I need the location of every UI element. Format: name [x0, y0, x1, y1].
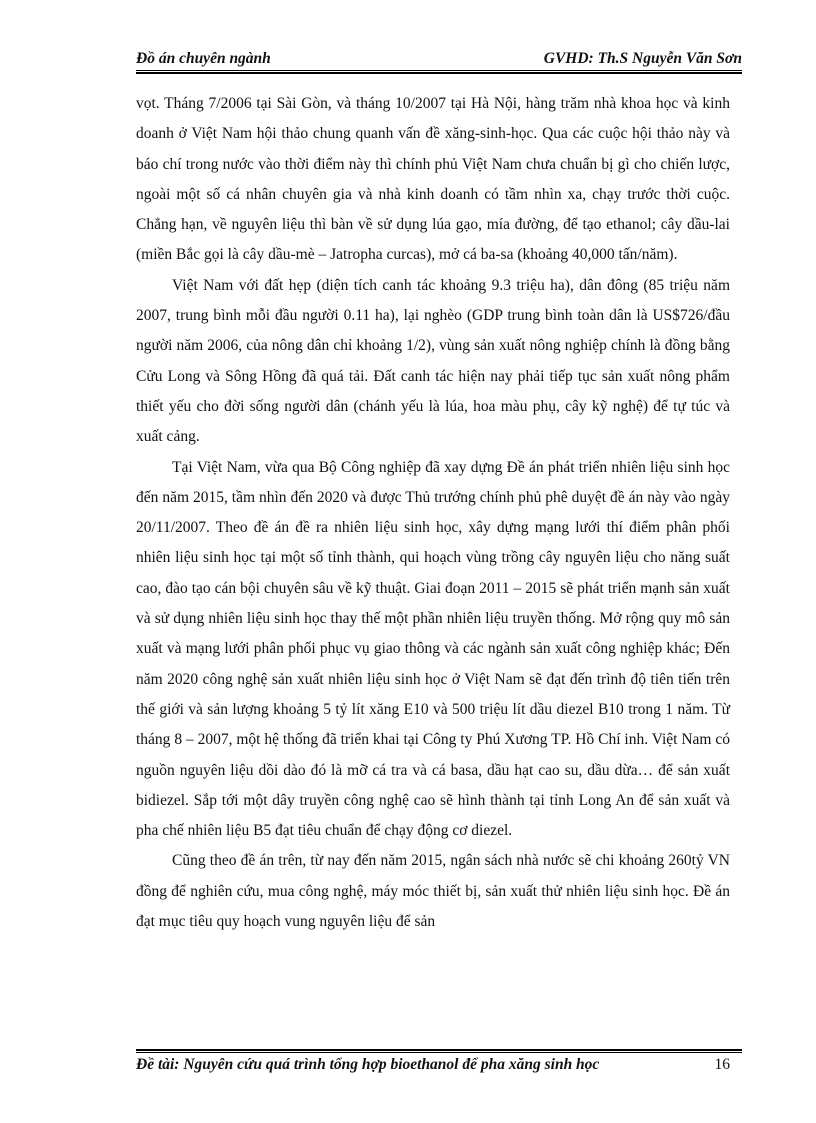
page-header — [136, 50, 742, 70]
page-footer — [136, 1053, 742, 1077]
paragraph-4: Cũng theo đề án trên, từ nay đến năm 2015, ngân sách nhà nước sẽ chi khoảng 260tỷ VN đồng để nghiên cứu, mua công nghệ, máy móc thiết bị, sản xuất thử nhiên liệu sinh học. Đề án đạt mục tiêu quy hoạch vung nguyên liệu để sản — [136, 852, 730, 931]
document-body — [136, 89, 730, 937]
paragraph-2: Việt Nam với đất hẹp (diện tích canh tác khoảng 9.3 triệu ha), dân đông (85 triệu năm 2007, trung bình mỗi đầu người 0.11 ha), lại nghèo (GDP trung bình toàn dân là US$726/đầu người năm 2006, của nông dân chỉ khoảng 1/2), vùng sản xuất nông nghiệp chính là đồng bằng Cửu Long và Sông Hồng đã quá tải. Đất canh tác hiện nay phải tiếp tục sản xuất nông phẩm thiết yếu cho đời sống người dân (chánh yếu là lúa, hoa màu phụ, cây kỹ nghệ) để tự túc và xuất cảng. — [136, 276, 730, 446]
header-divider — [136, 70, 742, 74]
header-course-title: Đồ án chuyên ngành — [136, 50, 271, 67]
header-supervisor: GVHD: Th.S Nguyễn Văn Sơn — [543, 50, 742, 67]
footer-thesis-title: Đề tài: Nguyên cứu quá trình tổng hợp bioethanol để pha xăng sinh học — [136, 1056, 600, 1073]
paragraph-3: Tại Việt Nam, vừa qua Bộ Công nghiệp đã xay dựng Đề án phát triển nhiên liệu sinh học đến năm 2015, tầm nhìn đến 2020 và được Thủ trướng chính phủ phê duyệt đề án này vào ngày 20/11/2007. Theo đề án đề ra nhiên liệu sinh học, xây dựng mạng lưới thí điểm phân phối nhiên liệu sinh học tại một số tỉnh thành, qui hoạch vùng trồng cây nguyên liệu cho năng suất cao, đào tạo cán bội chuyên sâu về kỹ thuật. Giai đoạn 2011 – 2015 sẽ phát triển mạnh sản xuất và sử dụng nhiên liệu sinh học thay thế một phần nhiên liệu truyền thống. Mở rộng quy mô sản xuất và mạng lưới phân phối phục vụ giao thông và các ngành sản xuất công nghiệp khác; Đến năm 2020 công nghệ sản xuất nhiên liệu sinh học ở Việt Nam sẽ đạt đến trình độ tiên tiến trên thế giới và sản lượng khoảng 5 tỷ lít xăng E10 và 500 triệu lít dầu diezel B10 trong 1 năm. Từ tháng 8 – 2007, một hệ thống đã triển khai tại Công ty Phú Xương TP. Hồ Chí inh. Việt Nam có nguồn nguyên liệu dồi dào đó là mỡ cá tra và cá basa, dầu hạt cao su, dầu dừa… để sản xuất bidiezel. Sắp tới một dây truyền công nghệ cao sẽ hình thành tại tỉnh Long An để sản xuất và pha chế nhiên liệu B5 đạt tiêu chuẩn để chạy động cơ diezel. — [136, 458, 730, 840]
paragraph-1: vọt. Tháng 7/2006 tại Sài Gòn, và tháng 10/2007 tại Hà Nội, hàng trăm nhà khoa học và kinh doanh ở Việt Nam hội thảo chung quanh vấn đề xăng-sinh-học. Qua các cuộc hội thảo này và báo chí trong nước vào thời điểm này thì chính phủ Việt Nam chưa chuẩn bị gì cho chiến lược, ngoài một số cá nhân chuyên gia và nhà kinh doanh có tầm nhìn xa, chạy trước thời cuộc. Chẳng hạn, về nguyên liệu thì bàn về sử dụng lúa gạo, mía đường, để tạo ethanol; cây dầu-lai (miền Bắc gọi là cây dầu-mè – Jatropha curcas), mở cá ba-sa (khoảng 40,000 tấn/năm). — [136, 95, 730, 264]
page-number: 16 — [714, 1056, 730, 1073]
